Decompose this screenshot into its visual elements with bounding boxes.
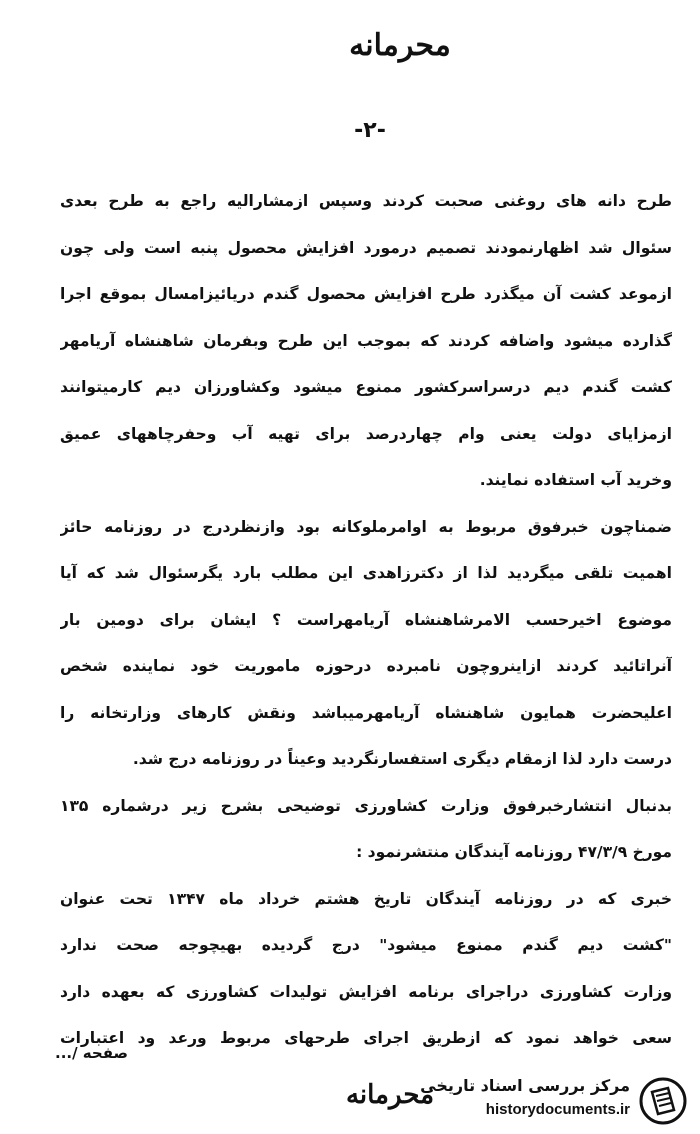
body-line: بدنبال انتشارخبرفوق وزارت کشاورزی توضیحی بشرح زیر درشماره ۱۳۵ [60,796,672,815]
body-line: ازموعد کشت آن میگذرد طرح افزایش محصول گندم دریائیزامسال بموقع اجرا [60,285,672,303]
body-line: گذارده میشود واضافه کردند که بموجب این طرح وبفرمان شاهنشاه آریامهر [60,331,672,350]
continuation-note: صفحه /... [55,1044,128,1062]
footer-classification-stamp: محرمانه [345,1080,435,1110]
body-line: وزارت کشاورزی دراجرای برنامه افزایش تولیدات کشاورزی که بعهده دارد [60,982,672,1001]
body-line: سئوال شد اظهارنمودند تصمیم درمورد افزایش محصول پنبه است ولی چون [60,238,672,257]
body-line: وخرید آب استفاده نمایند. [479,471,672,489]
document-body [60,178,672,1062]
body-line: سعی خواهد نمود که ازطریق اجرای طرحهای مربوط ورعد ود اعتبارات [60,1029,672,1047]
archive-logo-icon [638,1076,688,1126]
body-line: اهمیت تلقی میگردید لذا از دکترزاهدی این مطلب بارد یگرسئوال شد که آیا [60,564,672,582]
watermark-org-name: مرکز بررسی اسناد تاریخی [420,1076,630,1095]
body-line: اعلیحضرت همایون شاهنشاه آریامهرمیباشد ونقش کارهای وزارتخانه را [60,703,672,722]
body-line: درست دارد لذا ازمقام دیگری استفسارنگردید وعیناً در روزنامه درج شد. [132,750,672,768]
body-line: کشت گندم دیم درسراسرکشور ممنوع میشود وکشاورزان دیم کارمیتوانند [60,378,672,396]
body-line: طرح دانه های روغنی صحبت کردند وسپس ازمشارالیه راجع به طرح بعدی [60,192,672,210]
classification-stamp: محرمانه [349,28,451,63]
body-line: ضمناچون خبرفوق مربوط به اوامرملوکانه بود وازنظردرج در روزنامه حائز [60,517,672,536]
body-line: خبری که در روزنامه آیندگان تاریخ هشتم خرداد ماه ۱۳۴۷ تحت عنوان [60,889,672,908]
body-line: آنراتائید کردند ازاینروچون نامبرده درحوزه ماموریت خود نماینده شخص [60,657,672,675]
body-line: ازمزایای دولت یعنی وام چهاردرصد برای تهیه آب وحفرچاههای عمیق [60,424,672,443]
page-number: -۲- [354,118,386,143]
body-line: "کشت دیم گندم ممنوع میشود" درج گردیده بهیچوجه صحت ندارد [60,936,672,954]
body-line: مورخ ۴۷/۳/۹ روزنامه آیندگان منتشرنمود : [356,843,672,861]
watermark [420,1074,692,1128]
watermark-url: historydocuments.ir [485,1101,630,1118]
body-line: موضوع اخیرحسب الامرشاهنشاه آریامهراست ؟ ایشان برای دومین بار [60,610,672,629]
